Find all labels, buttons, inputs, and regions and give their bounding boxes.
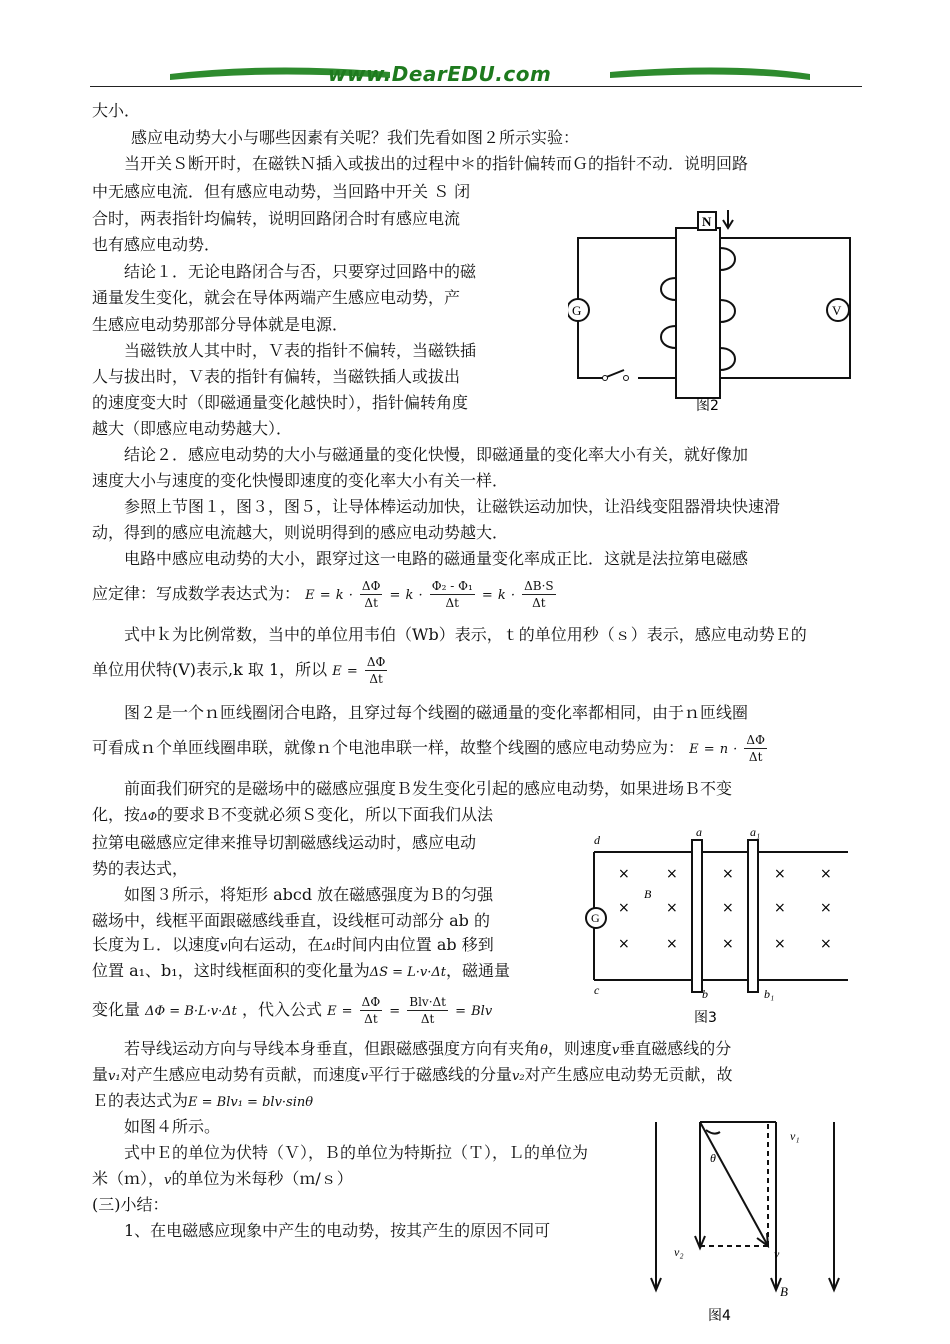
fraction: $\frac{\text{Φ₂ - Φ₁}}{\Delta t}$ — [431, 579, 473, 610]
text-line: 化，按ΔΦ的要求Ｂ不变就必须Ｓ变化，所以下面我们从法 — [92, 805, 493, 824]
text-line: 人与拔出时，Ｖ表的指针有偏转，当磁铁插人或拔出 — [92, 367, 461, 386]
figure-3-sliding-rod — [584, 826, 854, 1026]
text-line: 越大（即感应电动势越大）． — [92, 419, 293, 438]
cross-mark: × — [774, 866, 786, 882]
text-line: 若导线运动方向与导线本身垂直，但跟磁感强度方向有夹角θ，则速度v垂直磁感线的分 — [124, 1039, 732, 1058]
header-rule — [90, 86, 862, 87]
figure-4-velocity-components — [644, 1112, 850, 1332]
text-line: 中无感应电流．但有感应电动势，当回路中开关 Ｓ 闭 — [92, 182, 471, 201]
vertex-label: b — [702, 987, 708, 1001]
voltmeter-label: V — [832, 303, 842, 318]
cross-mark: × — [666, 866, 678, 882]
text-line: 结论２．感应电动势的大小与磁通量的变化快慢，即磁通量的变化率大小有关，就好像加 — [124, 445, 749, 464]
vertex-label: a — [696, 826, 702, 839]
text-line: 参照上节图１，图３，图５，让导体棒运动加快，让磁铁运动加快，让沿线变阻器滑块快速滑 — [124, 497, 781, 516]
text-line: 当开关Ｓ断开时，在磁铁Ｎ插入或拔出的过程中＊的指针偏转而Ｇ的指针不动．说明回路 — [124, 154, 749, 173]
figure-caption: 图3 — [694, 1010, 717, 1026]
text-line: Ｅ的表达式为E = Blv₁ = blv·sinθ — [92, 1091, 314, 1110]
vertex-label: d — [594, 833, 600, 847]
text-line: 动，得到的感应电流越大，则说明得到的感应电动势越大． — [92, 523, 509, 542]
unit-formula-line: 单位用伏特(V)表示,k 取 1，所以 E = $\frac{\Delta\Phi}{\Delta t}$ — [92, 655, 386, 686]
cross-mark: × — [774, 936, 786, 952]
text-line: 长度为Ｌ．以速度v向右运动，在Δt时间内由位置 ab 移到 — [92, 935, 494, 954]
text-line: 如图３所示，将矩形 abcd 放在磁感强度为Ｂ的匀强 — [124, 885, 494, 904]
figure-caption: 图2 — [696, 398, 719, 414]
text-line: 合时，两表指针均偏转，说明回路闭合时有感应电流 — [92, 209, 461, 228]
cross-mark: × — [820, 936, 832, 952]
text-line: 图２是一个ｎ匝线圈闭合电路，且穿过每个线圈的磁通量的变化率都相同，由于ｎ匝线圈 — [124, 703, 749, 722]
cross-mark: × — [618, 866, 630, 882]
magnet-pole-label: N — [702, 214, 712, 229]
cross-mark: × — [666, 936, 678, 952]
vector-label: v₁ — [790, 1129, 800, 1143]
text-line: 当磁铁放人其中时，Ｖ表的指针不偏转，当磁铁插 — [124, 341, 477, 360]
text-line: 磁场中，线框平面跟磁感线垂直，设线框可动部分 ab 的 — [92, 911, 490, 930]
faraday-law-line: 应定律：写成数学表达式为： E = k · $\frac{\Delta\Phi}{\Delta t}$ = k · $\frac{\text{Φ₂ - Φ₁}}{\Delta t}$ = k · $\frac{\Delta B\cdot S}{\Delta t}$ — [92, 579, 554, 610]
text-line: 式中Ｅ的单位为伏特（Ｖ），Ｂ的单位为特斯拉（Ｔ），Ｌ的单位为 — [124, 1143, 589, 1162]
text-line: 电路中感应电动势的大小，跟穿过这一电路的磁通量变化率成正比．这就是法拉第电磁感 — [124, 549, 749, 568]
angle-label: θ — [710, 1151, 716, 1165]
fraction: $\frac{\Delta\Phi}{\Delta t}$ — [366, 655, 386, 686]
text-line: 量v₁对产生感应电动势有贡献，而速度v平行于磁感线的分量v₂对产生感应电动势无贡献，故 — [92, 1065, 733, 1084]
field-label: B — [780, 1284, 788, 1299]
text-line: 势的表达式， — [92, 859, 189, 878]
text-line: 大小． — [92, 101, 141, 120]
cross-mark: × — [820, 900, 832, 916]
text-line: 如图４所示。 — [124, 1117, 221, 1136]
text-line: 生感应电动势那部分导体就是电源． — [92, 315, 349, 334]
cross-mark: × — [820, 866, 832, 882]
field-label: B — [644, 887, 652, 901]
galvanometer-label: G — [572, 303, 582, 318]
text-line: (三)小结： — [92, 1195, 169, 1214]
text-line: 应定律：写成数学表达式为： — [92, 584, 301, 603]
vertex-label: a₁ — [750, 826, 761, 839]
text-line: 前面我们研究的是磁场中的磁感应强度Ｂ发生变化引起的感应电动势，如果进场Ｂ不变 — [124, 779, 733, 798]
motional-emf-line: 变化量 ΔΦ = B·L·v·Δt ，代入公式 E = $\frac{\Delta\Phi}{\Delta t}$ = $\frac{\text{Blv·Δt}}{\Delta t}$ = Blv — [92, 995, 493, 1026]
text-line: 结论１．无论电路闭合与否，只要穿过回路中的磁 — [124, 262, 477, 281]
cross-mark: × — [722, 866, 734, 882]
fraction: $\frac{\Delta B\cdot S}{\Delta t}$ — [524, 579, 554, 610]
vertex-label: c — [594, 983, 600, 997]
vector-label: v — [774, 1247, 780, 1261]
text-line: 拉第电磁感应定律来推导切割磁感线运动时，感应电动 — [92, 833, 477, 852]
fraction: $\frac{\text{Blv·Δt}}{\Delta t}$ — [409, 995, 447, 1026]
text-line: 1、在电磁感应现象中产生的电动势，按其产生的原因不同可 — [124, 1221, 551, 1240]
galvanometer-label: G — [591, 911, 600, 925]
cross-mark: × — [618, 936, 630, 952]
cross-mark: × — [666, 900, 678, 916]
cross-mark: × — [774, 900, 786, 916]
fraction: $\frac{\Delta\Phi}{\Delta t}$ — [361, 579, 381, 610]
figure-2-coil-circuit — [568, 208, 860, 418]
text-line: 感应电动势大小与哪些因素有关呢？我们先看如图２所示实验： — [131, 128, 580, 147]
cross-mark: × — [722, 900, 734, 916]
fraction: $\frac{\Delta\Phi}{\Delta t}$ — [361, 995, 381, 1026]
text-line: 的速度变大时（即磁通量变化越快时），指针偏转角度 — [92, 393, 469, 412]
cross-mark: × — [722, 936, 734, 952]
text-line: 米（ｍ），v的单位为米每秒（ｍ/ｓ） — [92, 1169, 353, 1188]
figure-caption: 图4 — [708, 1308, 731, 1324]
fraction: $\frac{\Delta\Phi}{\Delta t}$ — [746, 733, 765, 764]
text-line: 也有感应电动势． — [92, 235, 221, 254]
text-line: 通量发生变化，就会在导体两端产生感应电动势，产 — [92, 288, 461, 307]
vertex-label: b₁ — [764, 987, 775, 1001]
cross-mark: × — [618, 900, 630, 916]
n-turn-formula-line: 可看成ｎ个单匝线圈串联，就像ｎ个电池串联一样，故整个线圈的感应电动势应为： E = n · $\frac{\Delta\Phi}{\Delta t}$ — [92, 733, 765, 764]
text-line: 速度大小与速度的变化快慢即速度的变化率大小有关一样． — [92, 471, 509, 490]
text-line: 式中ｋ为比例常数，当中的单位用韦伯（Wb）表示，ｔ的单位用秒（ｓ）表示，感应电动势Ｅ的 — [124, 625, 807, 644]
vector-label: v₂ — [674, 1245, 684, 1259]
site-logo[interactable]: www.DearEDU.com — [328, 62, 552, 86]
text-line: 位置 a₁、b₁，这时线框面积的变化量为ΔS = L·v·Δt，磁通量 — [92, 961, 511, 980]
